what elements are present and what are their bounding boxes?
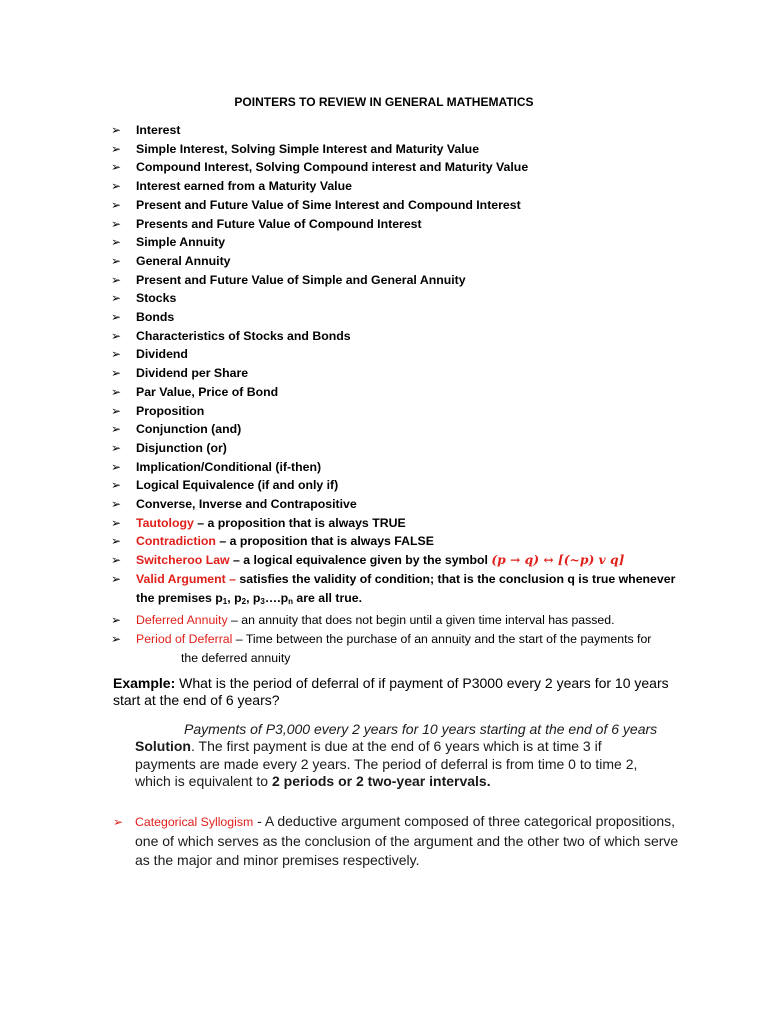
example-text: What is the period of deferral of if payment of P3000 every 2 years for 10 years start at the end of 6 years? <box>113 675 669 708</box>
arrow-bullet-icon: ➢ <box>111 497 122 512</box>
list-item <box>111 327 711 346</box>
def-categorical-syllogism: - A deductive argument composed of three categorical propositions, one of which serves as the conclusion of the argument and the other two of which serve as the major and minor premises respectively. <box>135 813 679 868</box>
list-item-label: Implication/Conditional (if-then) <box>136 459 322 474</box>
def-tautology: – a proposition that is always TRUE <box>193 515 406 530</box>
arrow-bullet-icon: ➢ <box>111 310 122 325</box>
arrow-bullet-icon: ➢ <box>111 347 122 362</box>
arrow-bullet-icon: ➢ <box>111 403 122 418</box>
arrow-bullet-icon: ➢ <box>111 179 122 194</box>
term-deferred-annuity: Deferred Annuity <box>136 613 228 628</box>
list-item <box>111 121 711 140</box>
list-item <box>111 402 711 421</box>
list-item <box>111 252 711 271</box>
arrow-bullet-icon: ➢ <box>111 291 122 306</box>
arrow-bullet-icon: ➢ <box>111 160 122 175</box>
list-item-label: General Annuity <box>136 253 231 268</box>
list-item <box>111 364 711 383</box>
list-item <box>111 215 711 234</box>
list-item <box>111 495 711 514</box>
list-item <box>111 439 711 458</box>
list-item <box>111 196 711 215</box>
def-period-of-deferral: – Time between the purchase of an annuity and the start of the payments for <box>232 631 652 646</box>
arrow-bullet-icon: ➢ <box>111 328 122 343</box>
list-item <box>111 476 711 495</box>
list-item-label: Presents and Future Value of Compound Interest <box>136 216 422 231</box>
list-item-label: Disjunction (or) <box>136 440 227 455</box>
list-item-label: Converse, Inverse and Contrapositive <box>136 497 357 512</box>
list-item <box>111 383 711 402</box>
list-item-label: Dividend per Share <box>136 366 249 381</box>
list-item <box>111 420 711 439</box>
example-paragraph <box>113 675 673 709</box>
arrow-bullet-icon: ➢ <box>111 515 122 530</box>
switcheroo-formula: (p → q) ↔ [(~p) v q] <box>491 552 625 568</box>
arrow-bullet-icon: ➢ <box>111 440 122 455</box>
arrow-bullet-icon: ➢ <box>111 272 122 287</box>
solution-answer: 2 periods or 2 two-year intervals. <box>271 773 491 789</box>
term-valid-argument: Valid Argument – <box>136 571 236 586</box>
list-item <box>111 158 711 177</box>
list-item-label: Present and Future Value of Simple and General Annuity <box>136 272 466 287</box>
arrow-bullet-icon: ➢ <box>111 197 122 212</box>
arrow-bullet-icon: ➢ <box>111 631 122 646</box>
list-item-label: Proposition <box>136 403 205 418</box>
pointer-list <box>111 121 711 667</box>
arrow-bullet-icon: ➢ <box>111 422 122 437</box>
term-tautology: Tautology <box>136 515 194 530</box>
arrow-bullet-icon: ➢ <box>111 123 122 137</box>
list-item-period-of-deferral <box>111 630 711 667</box>
term-switcheroo: Switcheroo Law <box>136 553 230 568</box>
arrow-bullet-icon: ➢ <box>111 141 122 156</box>
list-item <box>111 140 711 159</box>
arrow-bullet-icon: ➢ <box>111 571 122 586</box>
arrow-bullet-icon: ➢ <box>111 478 122 493</box>
list-item <box>111 233 711 252</box>
list-item-label: Par Value, Price of Bond <box>136 384 279 399</box>
list-item-label: Bonds <box>136 310 175 325</box>
list-item-label: Simple Interest, Solving Simple Interest and Maturity Value <box>136 141 480 156</box>
list-item-label: Dividend <box>136 347 188 362</box>
list-item-label: Interest <box>136 123 181 137</box>
arrow-bullet-icon: ➢ <box>111 253 122 268</box>
list-item-label: Stocks <box>136 291 177 306</box>
term-period-of-deferral: Period of Deferral <box>136 631 233 646</box>
page-title: POINTERS TO REVIEW IN GENERAL MATHEMATICS <box>234 95 534 109</box>
list-item <box>111 177 711 196</box>
arrow-bullet-icon: ➢ <box>111 613 122 628</box>
arrow-bullet-icon: ➢ <box>113 815 124 829</box>
arrow-bullet-icon: ➢ <box>111 235 122 250</box>
example-label: Example: <box>113 675 176 691</box>
list-item-valid-argument <box>111 570 711 611</box>
example-restatement: Payments of P3,000 every 2 years for 10 years starting at the end of 6 years <box>184 721 658 737</box>
list-item <box>111 345 711 364</box>
arrow-bullet-icon: ➢ <box>111 459 122 474</box>
list-item-label: Simple Annuity <box>136 235 226 250</box>
term-categorical-syllogism: Categorical Syllogism <box>135 815 254 829</box>
solution-paragraph <box>135 738 655 791</box>
def-deferred-annuity: – an annuity that does not begin until a given time interval has passed. <box>227 613 615 628</box>
list-item-label: Logical Equivalence (if and only if) <box>136 478 339 493</box>
list-item-label: Compound Interest, Solving Compound interest and Maturity Value <box>136 160 529 175</box>
list-item-label: Characteristics of Stocks and Bonds <box>136 328 351 343</box>
list-item-contradiction <box>111 532 711 551</box>
arrow-bullet-icon: ➢ <box>111 366 122 381</box>
list-item <box>111 308 711 327</box>
list-item-switcheroo <box>111 551 711 570</box>
def-period-of-deferral-cont: the deferred annuity <box>181 650 291 665</box>
list-item-deferred-annuity <box>111 611 711 630</box>
def-contradiction: – a proposition that is always FALSE <box>215 534 434 549</box>
list-item <box>111 458 711 477</box>
arrow-bullet-icon: ➢ <box>111 216 122 231</box>
list-item-label: Conjunction (and) <box>136 422 242 437</box>
syllogism-paragraph <box>113 812 683 870</box>
list-item <box>111 289 711 308</box>
term-contradiction: Contradiction <box>136 534 216 549</box>
def-switcheroo: – a logical equivalence given by the symbol <box>229 553 492 568</box>
solution-text: . The first payment is due at the end of 6 years which is at time 3 if payments are made every 2 years. The period of deferral is from time 0 to time 2, which is equivalent to <box>135 738 638 789</box>
arrow-bullet-icon: ➢ <box>111 384 122 399</box>
list-item <box>111 271 711 290</box>
list-item-label: Present and Future Value of Sime Interest and Compound Interest <box>136 197 521 212</box>
arrow-bullet-icon: ➢ <box>111 553 122 568</box>
def-valid-argument-cont: the premises $p_1$, $p_2$, $p_3\dots.p_n$ are all true. <box>136 590 363 606</box>
solution-label: Solution <box>135 738 191 754</box>
def-valid-argument: satisfies the validity of condition; that is the conclusion q is true whenever <box>236 571 676 586</box>
arrow-bullet-icon: ➢ <box>111 534 122 549</box>
list-item-label: Interest earned from a Maturity Value <box>136 179 352 194</box>
list-item-tautology <box>111 514 711 533</box>
